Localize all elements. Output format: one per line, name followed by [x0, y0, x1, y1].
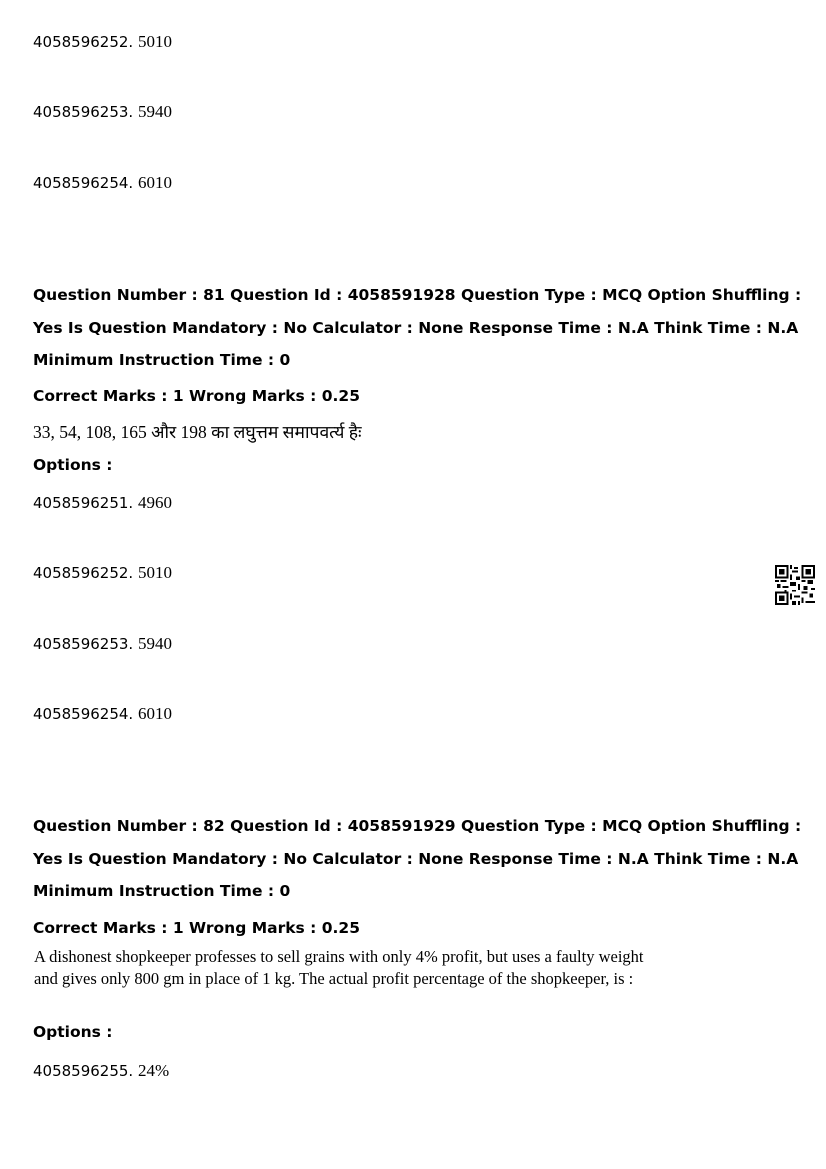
question-82-text: A dishonest shopkeeper professes to sell grains with only 4% profit, but uses a faulty weight and gives only 800 gm in place of 1 kg. The actual profit percentage of the shopkeeper, is :	[34, 947, 644, 988]
option-value: 5010	[137, 563, 172, 582]
option-value: 6010	[137, 704, 172, 723]
question-81-meta: Question Number : 81 Question Id : 4058591928 Question Type : MCQ Option Shuffling : Yes Is Question Mandatory : No Calculator : None Response Time : N.A Think Time : N.A Minimum Instruction Time : 0	[33, 286, 802, 369]
option-row	[33, 32, 172, 52]
option-row	[33, 634, 172, 654]
question-82-marks: Correct Marks : 1 Wrong Marks : 0.25	[33, 919, 360, 937]
question-82-options-label: Options :	[33, 1023, 113, 1041]
option-row	[33, 493, 172, 513]
option-id: 4058596252.	[33, 564, 134, 582]
option-value: 24%	[137, 1061, 170, 1080]
option-row	[33, 173, 172, 193]
option-row	[33, 563, 172, 583]
question-81-options-label: Options :	[33, 456, 113, 474]
option-row	[33, 1061, 169, 1081]
option-id: 4058596254.	[33, 174, 134, 192]
option-id: 4058596253.	[33, 635, 134, 653]
question-81-text: 33, 54, 108, 165 और 198 का लघुत्तम समापवर्त्य हैः	[33, 422, 362, 442]
option-id: 4058596252.	[33, 33, 134, 51]
option-id: 4058596254.	[33, 705, 134, 723]
option-value: 5010	[137, 32, 172, 51]
option-value: 4960	[137, 493, 172, 512]
option-value: 6010	[137, 173, 172, 192]
option-id: 4058596255.	[33, 1062, 134, 1080]
question-81-marks: Correct Marks : 1 Wrong Marks : 0.25	[33, 387, 360, 405]
question-82-meta: Question Number : 82 Question Id : 4058591929 Question Type : MCQ Option Shuffling : Yes Is Question Mandatory : No Calculator : None Response Time : N.A Think Time : N.A Minimum Instruction Time : 0	[33, 817, 802, 900]
option-row	[33, 704, 172, 724]
qr-code-icon	[775, 565, 815, 605]
option-value: 5940	[137, 102, 172, 121]
option-id: 4058596253.	[33, 103, 134, 121]
option-row	[33, 102, 172, 122]
option-value: 5940	[137, 634, 172, 653]
option-id: 4058596251.	[33, 494, 134, 512]
